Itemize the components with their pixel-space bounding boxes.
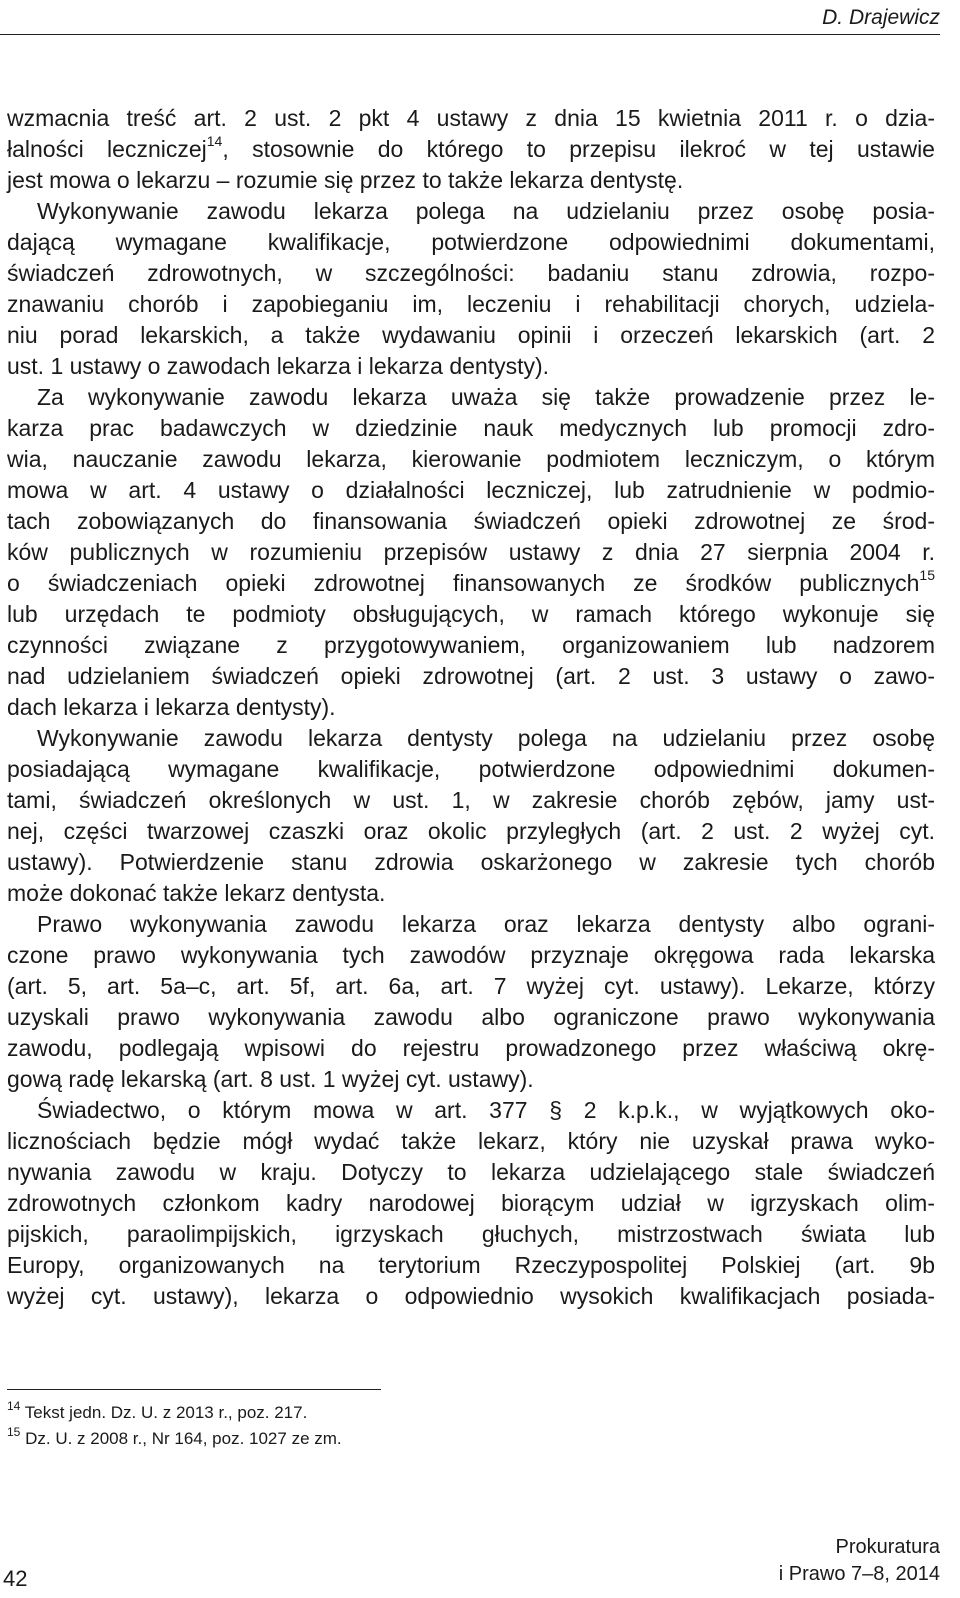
- text-line: nywania zawodu w kraju. Dotyczy to lekarza udzielającego stale świadczeń: [7, 1159, 935, 1185]
- footnote-number: 14: [7, 1399, 21, 1413]
- paragraph: [7, 382, 935, 723]
- journal-title: Prokuratura: [835, 1536, 940, 1558]
- header-divider: [0, 34, 940, 35]
- text-line: Europy, organizowanych na terytorium Rzeczypospolitej Polskiej (art. 9b: [7, 1252, 935, 1278]
- footnote-divider: [7, 1389, 381, 1390]
- text-line: ków publicznych w rozumieniu przepisów ustawy z dnia 27 sierpnia 2004 r.: [7, 539, 935, 565]
- text-line: (art. 5, art. 5a–c, art. 5f, art. 6a, art. 7 wyżej cyt. ustawy). Lekarze, którzy: [7, 973, 935, 999]
- text-line: licznościach będzie mógł wydać także lekarz, który nie uzyskał prawa wyko-: [7, 1128, 935, 1154]
- text-line: tach zobowiązanych do finansowania świadczeń opieki zdrowotnej ze środ-: [7, 508, 935, 534]
- text-line: [7, 568, 935, 599]
- footnotes: [7, 1400, 342, 1452]
- text-line: niu porad lekarskich, a także wydawaniu opinii i orzeczeń lekarskich (art. 2: [7, 322, 935, 348]
- footnote-number: 15: [7, 1425, 21, 1439]
- paragraph: [7, 196, 935, 382]
- paragraph: [7, 723, 935, 909]
- text-line: Wykonywanie zawodu lekarza polega na udzielaniu przez osobę posia-: [37, 198, 935, 224]
- journal-footer: [779, 1534, 940, 1588]
- text-segment: łalności leczniczej: [7, 136, 207, 162]
- text-line: Wykonywanie zawodu lekarza dentysty polega na udzielaniu przez osobę: [37, 725, 935, 751]
- text-line: nad udzielaniem świadczeń opieki zdrowotnej (art. 2 ust. 3 ustawy o zawo-: [7, 663, 935, 689]
- text-line: mowa w art. 4 ustawy o działalności leczniczej, lub zatrudnienie w podmio-: [7, 477, 935, 503]
- text-line: ustawy). Potwierdzenie stanu zdrowia oskarżonego w zakresie tych chorób: [7, 849, 935, 875]
- text-line: Za wykonywanie zawodu lekarza uważa się także prowadzenie przez le-: [37, 384, 935, 410]
- running-header-author: D. Drajewicz: [822, 6, 940, 29]
- text-line: pijskich, paraolimpijskich, igrzyskach głuchych, mistrzostwach świata lub: [7, 1221, 935, 1247]
- main-body-text: [7, 103, 935, 1312]
- footnote: [7, 1400, 342, 1426]
- text-line: ust. 1 ustawy o zawodach lekarza i lekarza dentysty).: [7, 353, 550, 379]
- text-line: wyżej cyt. ustawy), lekarza o odpowiednio wysokich kwalifikacjach posiada-: [7, 1283, 935, 1309]
- text-line: czynności związane z przygotowywaniem, organizowaniem lub nadzorem: [7, 632, 935, 658]
- paragraph: [7, 909, 935, 1095]
- paragraph: [7, 103, 935, 196]
- text-line: wia, nauczanie zawodu lekarza, kierowanie podmiotem leczniczym, o którym: [7, 446, 935, 472]
- text-line: lub urzędach te podmioty obsługujących, w ramach którego wykonuje się: [7, 601, 935, 627]
- journal-issue: i Prawo 7–8, 2014: [778, 1563, 940, 1585]
- text-line: uzyskali prawo wykonywania zawodu albo ograniczone prawo wykonywania: [7, 1004, 935, 1030]
- text-line: tami, świadczeń określonych w ust. 1, w zakresie chorób zębów, jamy ust-: [7, 787, 935, 813]
- text-line: Prawo wykonywania zawodu lekarza oraz lekarza dentysty albo ograni-: [37, 911, 935, 937]
- text-line: [7, 134, 935, 165]
- text-line: nej, części twarzowej czaszki oraz okolic przyległych (art. 2 ust. 2 wyżej cyt.: [7, 818, 935, 844]
- text-line: zdrowotnych członkom kadry narodowej biorącym udział w igrzyskach olim-: [7, 1190, 935, 1216]
- page-number: 42: [3, 1566, 28, 1591]
- footnote-text: Dz. U. z 2008 r., Nr 164, poz. 1027 ze zm.: [25, 1429, 342, 1448]
- text-line: wzmacnia treść art. 2 ust. 2 pkt 4 ustawy z dnia 15 kwietnia 2011 r. o dzia-: [7, 105, 935, 131]
- footnote-reference: 14: [206, 133, 223, 149]
- text-line: czone prawo wykonywania tych zawodów przyznaje okręgowa rada lekarska: [7, 942, 935, 968]
- text-line: gową radę lekarską (art. 8 ust. 1 wyżej cyt. ustawy).: [7, 1066, 534, 1092]
- footnote: [7, 1426, 342, 1452]
- footnote-text: Tekst jedn. Dz. U. z 2013 r., poz. 217.: [24, 1403, 308, 1422]
- text-segment: , stosownie do którego to przepisu ilekroć w tej ustawie: [222, 136, 935, 162]
- text-line: karza prac badawczych w dziedzinie nauk medycznych lub promocji zdro-: [7, 415, 935, 441]
- text-line: zawodu, podlegają wpisowi do rejestru prowadzonego przez właściwą okrę-: [7, 1035, 935, 1061]
- text-line: znawaniu chorób i zapobieganiu im, leczeniu i rehabilitacji chorych, udziela-: [7, 291, 935, 317]
- text-line: dach lekarza i lekarza dentysty).: [7, 694, 336, 720]
- text-line: świadczeń zdrowotnych, w szczególności: badaniu stanu zdrowia, rozpo-: [7, 260, 935, 286]
- paragraph: [7, 1095, 935, 1312]
- text-line: jest mowa o lekarzu – rozumie się przez to także lekarza dentystę.: [7, 167, 684, 193]
- text-line: dającą wymagane kwalifikacje, potwierdzone odpowiednimi dokumentami,: [7, 229, 935, 255]
- footnote-reference: 15: [919, 567, 935, 583]
- text-line: Świadectwo, o którym mowa w art. 377 § 2 k.p.k., w wyjątkowych oko-: [37, 1097, 935, 1123]
- text-line: może dokonać także lekarz dentysta.: [7, 880, 386, 906]
- text-line: posiadającą wymagane kwalifikacje, potwierdzone odpowiednimi dokumen-: [7, 756, 935, 782]
- text-segment: o świadczeniach opieki zdrowotnej finansowanych ze środków publicznych: [7, 570, 920, 596]
